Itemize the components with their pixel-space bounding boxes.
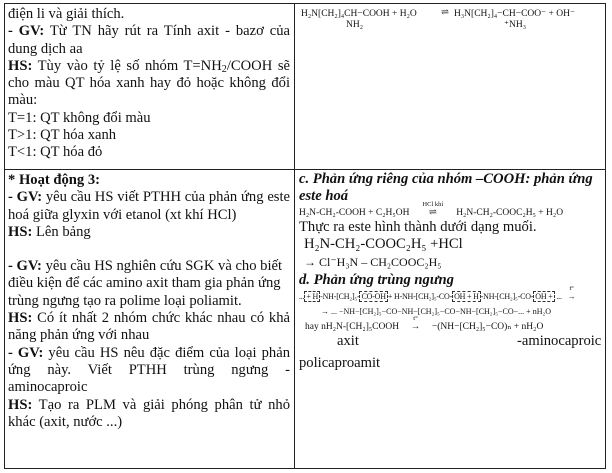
- product-side-group: ⁺NH₃: [504, 20, 527, 30]
- spacer: [8, 241, 290, 258]
- subscript: 2: [221, 63, 227, 75]
- text-line: điện li và giải thích.: [8, 6, 125, 22]
- heat-arrow-icon: t° →: [404, 321, 426, 333]
- hs-text: Lên bảng: [32, 223, 91, 240]
- salt-note: Thực ra este hình thành dưới dạng muối.: [299, 219, 537, 235]
- eq-part: ...: [554, 291, 564, 301]
- hs-paragraph: [8, 224, 290, 241]
- equilibrium-arrow-icon: HCl khí ⇌: [414, 207, 452, 219]
- boxed-group: + H: [306, 291, 319, 301]
- row-divider: [5, 169, 605, 170]
- column-divider: [294, 4, 295, 468]
- equilibrium-arrow-icon: ⇌: [441, 8, 449, 18]
- label-policaproamit: policaproamit: [299, 354, 381, 371]
- gv-label: - GV:: [8, 258, 42, 275]
- gv-label: - GV:: [8, 189, 43, 206]
- section-c-heading: c. Phản ứng riêng của nhóm –COOH: phản ứng este hoá: [299, 171, 593, 204]
- hs-paragraph: [8, 58, 290, 110]
- eq-reactants: hay nH₂N-[CH₂]₅COOH: [305, 321, 400, 332]
- reactant: H₂N[CH₂]₄CH−COOH + H₂O: [301, 9, 417, 19]
- eq-part: -NH-[CH₂]₅-: [320, 291, 360, 301]
- rule-t-equal: T=1: QT không đổi màu: [8, 109, 151, 126]
- hs-text: Tùy vào tỷ lệ số nhóm T=NH: [32, 57, 222, 74]
- rule-t-less: T<1: QT hóa đỏ: [8, 144, 103, 161]
- heat-arrow-icon: t° →: [564, 291, 580, 302]
- gv-paragraph: [8, 345, 290, 397]
- boxed-group: OH +: [535, 291, 553, 301]
- esterification-equation: [299, 201, 605, 219]
- gv-paragraph: [8, 189, 290, 224]
- hs-text: Tạo ra PLM và giải phóng phân tử nhỏ khác (axit, nước ...): [8, 396, 290, 430]
- cell-content-top: [299, 5, 605, 35]
- hs-paragraph: [8, 397, 290, 432]
- salt-equation-line1: H₂N-CH₂-COOC₂H₅ +HCl: [304, 236, 463, 253]
- hs-text-cont: /COOH sẽ cho màu QT hóa xanh hay đỏ hoặc không đổi màu:: [8, 57, 290, 109]
- rule-t-greater: T>1: QT hóa xanh: [8, 127, 117, 144]
- hs-label: HS:: [8, 396, 33, 413]
- label-aminocaproic: -aminocaproic: [517, 332, 602, 349]
- gv-text: yêu cầu HS nêu đặc điểm của loại phản ứng này. Viết PTHH trùng ngưng -aminocaproic: [8, 344, 290, 396]
- reactant-side-group: NH₂: [346, 20, 364, 30]
- lesson-table: [4, 3, 606, 469]
- cell-content-bottom: [299, 171, 605, 372]
- cell-teacher-activity-top: [8, 6, 290, 162]
- boxed-group: CO-OH: [361, 291, 386, 301]
- heat-label: t°: [413, 314, 418, 322]
- label-axit: axit: [337, 332, 359, 349]
- eq-reactants: H₂N-CH₂-COOH + C₂H₅OH: [299, 208, 410, 218]
- lysine-ionization-equation: [299, 5, 605, 35]
- hs-label: HS:: [8, 310, 33, 327]
- catalyst-label: HCl khí: [422, 201, 444, 208]
- boxed-group: OH + H: [454, 291, 479, 301]
- gv-paragraph: [8, 258, 290, 310]
- polycondensation-expanded-product: → ... −NH−[CH₂]₅−CO−NH−[CH₂]₅−CO−NH−[CH₂]₅−CO−... + nH₂O: [321, 306, 552, 316]
- product: H₃N[CH₂]₄−CH−COO⁻ + OH⁻: [454, 9, 576, 19]
- gv-text: Từ TN hãy rút ra Tính axit - bazơ của dung dịch aa: [8, 23, 290, 57]
- gv-paragraph: [8, 23, 290, 58]
- gv-label: - GV:: [8, 23, 45, 40]
- eq-part: + H-NH-[CH₂]₅-CO-: [387, 291, 453, 301]
- hs-label: HS:: [8, 57, 33, 74]
- activity-heading: [8, 172, 290, 189]
- section-d-heading: d. Phản ứng trùng ngưng: [299, 271, 454, 288]
- salt-equation-line2: → Cl⁻H₃N – CH₂COOC₂H₅: [304, 254, 442, 269]
- gv-text: yêu cầu HS viết PTHH của phản ứng este hoá giữa glyxin với etanol (xt khí HCl): [8, 189, 291, 223]
- polycondensation-compact-equation: [299, 314, 605, 333]
- eq-part: -NH-[CH₂]₅-CO-: [480, 291, 534, 301]
- eq-part: ...: [299, 291, 305, 301]
- eq-products: H₂N-CH₂-COOC₂H₅ + H₂O: [456, 208, 564, 218]
- cell-teacher-activity-bottom: [8, 172, 290, 431]
- hs-paragraph: [8, 310, 290, 345]
- gv-label: - GV:: [8, 344, 44, 361]
- gv-text: yêu cầu HS nghiên cứu SGK và cho biết điều kiện để các amino axit tham gia phản ứng trùng ngưng tạo ra polime loại poliamit.: [8, 258, 283, 309]
- heat-label: t°: [569, 284, 574, 292]
- hs-text: Có ít nhất 2 nhóm chức khác nhau có khả năng phản ứng với nhau: [8, 310, 290, 344]
- polycondensation-expanded-equation: [299, 284, 605, 302]
- eq-products: −(NH−[CH₂]₅−CO)ₙ + nH₂O: [431, 321, 544, 332]
- hs-label: HS:: [8, 223, 33, 240]
- activity-heading-text: * Hoạt động 3:: [8, 172, 101, 188]
- name-labels-row: [299, 333, 605, 351]
